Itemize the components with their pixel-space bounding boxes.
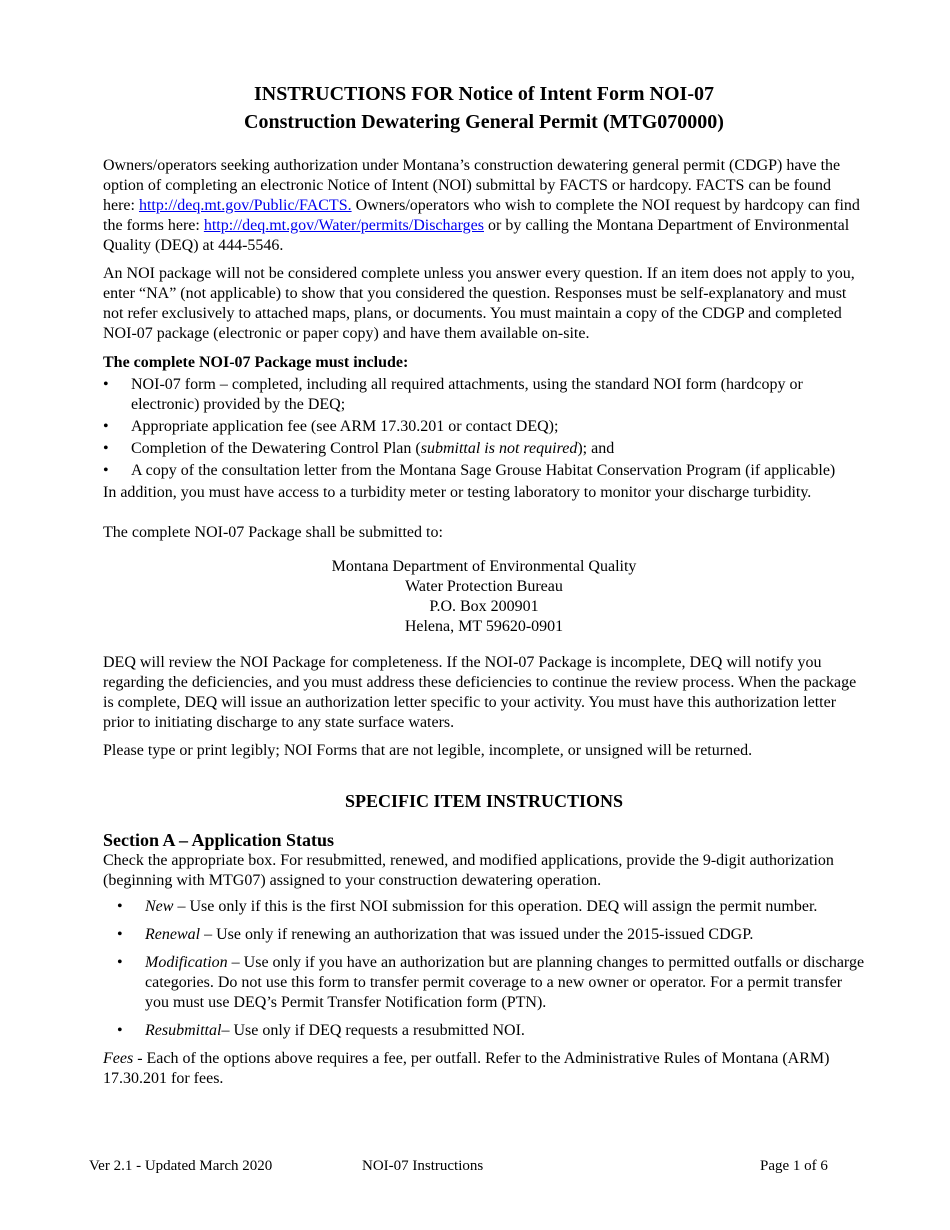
facts-link[interactable]: http://deq.mt.gov/Public/FACTS.	[138, 197, 352, 214]
modification-description: – Use only if you have an authorization but are planning changes to permitted outfalls or discharge categories. Do not use this form to transfer permit coverage to a new owner or operator. For a permit transfer you must use DEQ’s Permit Transfer Notification form (PTN).	[145, 954, 865, 1011]
package-item-3a: Completion of the Dewatering Control Plan (	[131, 440, 421, 457]
package-list	[103, 375, 865, 481]
address-line-4: Helena, MT 59620-0901	[404, 618, 564, 635]
list-item	[103, 417, 865, 437]
legibility-paragraph: Please type or print legibly; NOI Forms that are not legible, incomplete, or unsigned will be returned.	[103, 742, 753, 759]
bullet: •	[117, 898, 123, 915]
bullet: •	[117, 1022, 123, 1039]
application-status-list	[103, 897, 865, 1041]
title-line-2: Construction Dewatering General Permit (MTG070000)	[244, 111, 724, 133]
specific-instructions-heading: SPECIFIC ITEM INSTRUCTIONS	[344, 791, 624, 811]
section-a-heading: Section A – Application Status	[103, 830, 335, 850]
package-item-3-emphasis: submittal is not required	[420, 440, 578, 457]
bullet: •	[103, 418, 109, 435]
discharges-link[interactable]: http://deq.mt.gov/Water/permits/Discharges	[203, 217, 484, 234]
list-item	[103, 439, 865, 459]
intro-text-c: or by calling the Montana Department of Environmental Quality (DEQ) at 444-5546.	[103, 217, 850, 254]
document-title	[103, 80, 865, 136]
list-item	[103, 925, 865, 945]
mailing-address	[103, 557, 865, 637]
bullet: •	[103, 440, 109, 457]
bullet: •	[117, 926, 123, 943]
package-item-3b: ); and	[577, 440, 615, 457]
list-item	[103, 897, 865, 917]
renewal-description: – Use only if renewing an authorization that was issued under the 2015-issued CDGP.	[200, 926, 754, 943]
modification-term: Modification	[145, 954, 228, 971]
new-description: – Use only if this is the first NOI submission for this operation. DEQ will assign the permit number.	[173, 898, 818, 915]
package-heading: The complete NOI-07 Package must include:	[103, 354, 409, 371]
bullet: •	[103, 376, 109, 393]
fees-term: Fees	[103, 1050, 134, 1067]
address-line-1: Montana Department of Environmental Quality	[331, 558, 637, 575]
resubmittal-term: Resubmittal	[145, 1022, 222, 1039]
package-item-4: A copy of the consultation letter from the Montana Sage Grouse Habitat Conservation Program (if applicable)	[131, 462, 836, 479]
intro-text-b: Owners/operators who wish to complete the NOI request by hardcopy can find the forms here:	[103, 197, 860, 234]
new-term: New	[145, 898, 174, 915]
fees-description: - Each of the options above requires a fee, per outfall. Refer to the Administrative Rules of Montana (ARM) 17.30.201 for fees.	[103, 1050, 830, 1087]
review-paragraph: DEQ will review the NOI Package for completeness. If the NOI-07 Package is incomplete, DEQ will notify you regarding the deficiencies, and you must address these deficiencies to continue the review process. When the package is complete, DEQ will issue an authorization letter specific to your activity. You must have this authorization letter prior to initiating discharge to any state surface waters.	[103, 654, 857, 731]
intro-paragraph-1	[103, 156, 865, 256]
fees-paragraph	[103, 1049, 865, 1089]
turbidity-paragraph: In addition, you must have access to a turbidity meter or testing laboratory to monitor your discharge turbidity.	[103, 484, 812, 501]
list-item	[103, 461, 865, 481]
package-item-2: Appropriate application fee (see ARM 17.30.201 or contact DEQ);	[131, 418, 559, 435]
list-item	[103, 1021, 865, 1041]
list-item	[103, 953, 865, 1013]
footer-page-number: Page 1 of 6	[760, 1158, 828, 1174]
document-page	[103, 80, 865, 1089]
package-item-1: NOI-07 form – completed, including all required attachments, using the standard NOI form (hardcopy or electronic) provided by the DEQ;	[131, 376, 803, 413]
submit-intro: The complete NOI-07 Package shall be submitted to:	[103, 524, 443, 541]
address-line-3: P.O. Box 200901	[429, 598, 539, 615]
intro-text-a: Owners/operators seeking authorization under Montana’s construction dewatering general permit (CDGP) have the option of completing an electronic Notice of Intent (NOI) submittal by FACTS or hardcopy. FACTS can be found here:	[103, 157, 841, 214]
resubmittal-description: – Use only if DEQ requests a resubmitted NOI.	[221, 1022, 525, 1039]
address-line-2: Water Protection Bureau	[405, 578, 563, 595]
bullet: •	[117, 954, 123, 971]
renewal-term: Renewal	[145, 926, 201, 943]
footer-version: Ver 2.1 - Updated March 2020	[89, 1158, 273, 1174]
section-a-intro: Check the appropriate box. For resubmitted, renewed, and modified applications, provide the 9-digit authorization (beginning with MTG07) assigned to your construction dewatering operation.	[103, 852, 834, 889]
footer-document-name: NOI-07 Instructions	[362, 1158, 484, 1174]
title-line-1: INSTRUCTIONS FOR Notice of Intent Form NOI-07	[254, 83, 714, 105]
bullet: •	[103, 462, 109, 479]
intro-paragraph-2: An NOI package will not be considered complete unless you answer every question. If an item does not apply to you, enter “NA” (not applicable) to show that you considered the question. Responses must be self-explanatory and must not refer exclusively to attached maps, plans, or documents. You must maintain a copy of the CDGP and completed NOI-07 package (electronic or paper copy) and have them available on-site.	[103, 265, 855, 342]
list-item	[103, 375, 865, 415]
